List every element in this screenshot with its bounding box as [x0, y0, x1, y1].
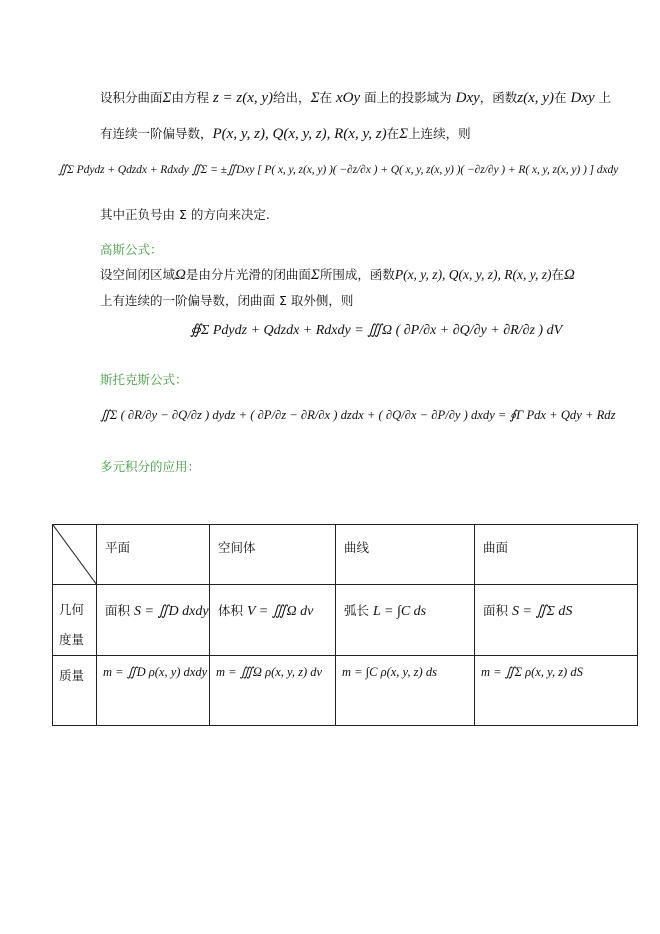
text: 面上的投影域为: [364, 90, 452, 105]
text: 设空间闭区域: [100, 267, 176, 282]
table-cell: m = ∬D ρ(x, y) dxdy: [97, 656, 210, 726]
table-cell: m = ∫C ρ(x, y, z) ds: [336, 656, 475, 726]
diagonal-line: [53, 525, 97, 585]
paragraph-1: [100, 88, 611, 107]
stokes-formula: ∬Σ ( ∂R/∂y − ∂Q/∂z ) dydz + ( ∂P/∂z − ∂R/∂x ) dzdx + ( ∂Q/∂x − ∂P/∂y ) dxdy = ∮Γ Pdx + Qdy + Rdz: [100, 408, 616, 422]
stokes-heading: 斯托克斯公式：: [100, 372, 188, 387]
column-header: 平面: [97, 525, 210, 585]
text: 上连续，则: [408, 126, 471, 141]
text: 给出，: [273, 90, 311, 105]
text: 在: [553, 90, 567, 105]
sigma-symbol: Σ: [162, 90, 172, 106]
table-cell: m = ∬Σ ρ(x, y, z) dS: [475, 656, 638, 726]
row-label: 质量: [53, 656, 97, 726]
applications-table: [52, 524, 638, 726]
text: ，函数: [479, 90, 518, 105]
table-cell: 面积 S = ∬Σ dS: [475, 585, 638, 656]
text: 由方程: [171, 90, 209, 105]
projection-domain: Dxy: [455, 90, 480, 106]
table-cell: 弧长 L = ∫C ds: [336, 585, 475, 656]
table-cell: 体积 V = ∭Ω dv: [210, 585, 336, 656]
omega-symbol: Ω: [564, 267, 575, 283]
column-header: 曲面: [475, 525, 638, 585]
text: 上: [598, 90, 612, 105]
gauss-heading: 高斯公式：: [100, 242, 163, 257]
equation: z = z(x, y): [212, 90, 274, 106]
text: 在: [319, 90, 332, 105]
text: 在: [551, 267, 565, 282]
paragraph-2: [100, 124, 471, 143]
row-label: 几何 度量: [53, 585, 97, 656]
corner-cell: [53, 525, 97, 585]
column-header: 曲线: [336, 525, 475, 585]
table-header-row: [53, 525, 638, 585]
applications-heading: 多元积分的应用：: [100, 459, 201, 474]
plane-name: xOy: [335, 90, 361, 106]
function: z(x, y): [517, 90, 554, 106]
text: 设积分曲面: [100, 90, 163, 105]
projection-domain: Dxy: [570, 90, 595, 106]
sigma-symbol: Σ: [399, 126, 409, 142]
table-row: [53, 585, 638, 656]
functions: P(x, y, z), Q(x, y, z), R(x, y, z): [394, 267, 552, 282]
text: 在: [386, 126, 400, 141]
functions: P(x, y, z), Q(x, y, z), R(x, y, z): [212, 126, 387, 142]
text: 有连续一阶偏导数，: [100, 126, 213, 141]
column-header: 空间体: [210, 525, 336, 585]
text: 所围成，函数: [319, 267, 395, 282]
gauss-line-1: [100, 265, 575, 284]
gauss-formula: ∯Σ Pdydz + Qdzdx + Rdxdy = ∭Ω ( ∂P/∂x + ∂Q/∂y + ∂R/∂z ) dV: [190, 323, 563, 338]
table-cell: m = ∭Ω ρ(x, y, z) dv: [210, 656, 336, 726]
table-cell: 面积 S = ∬D dxdy: [97, 585, 210, 656]
surface-integral-formula: ∬Σ Pdydz + Qdzdx + Rdxdy ∬Σ = ±∬Dxy [ P( x, y, z(x, y) )( −∂z/∂x ) + Q( x, y, z(x, y) )( −∂z/∂y ) + R( x, y, z(x, y) ) ] dxdy: [58, 163, 619, 176]
gauss-line-2: 上有连续的一阶偏导数，闭曲面 Σ 取外侧，则: [100, 293, 354, 308]
table-row: [53, 656, 638, 726]
sigma-symbol: Σ: [310, 267, 320, 283]
omega-symbol: Ω: [175, 267, 186, 283]
sign-note: 其中正负号由 Σ 的方向来决定.: [100, 207, 270, 222]
text: 是由分片光滑的闭曲面: [185, 267, 311, 282]
sigma-symbol: Σ: [310, 90, 320, 106]
